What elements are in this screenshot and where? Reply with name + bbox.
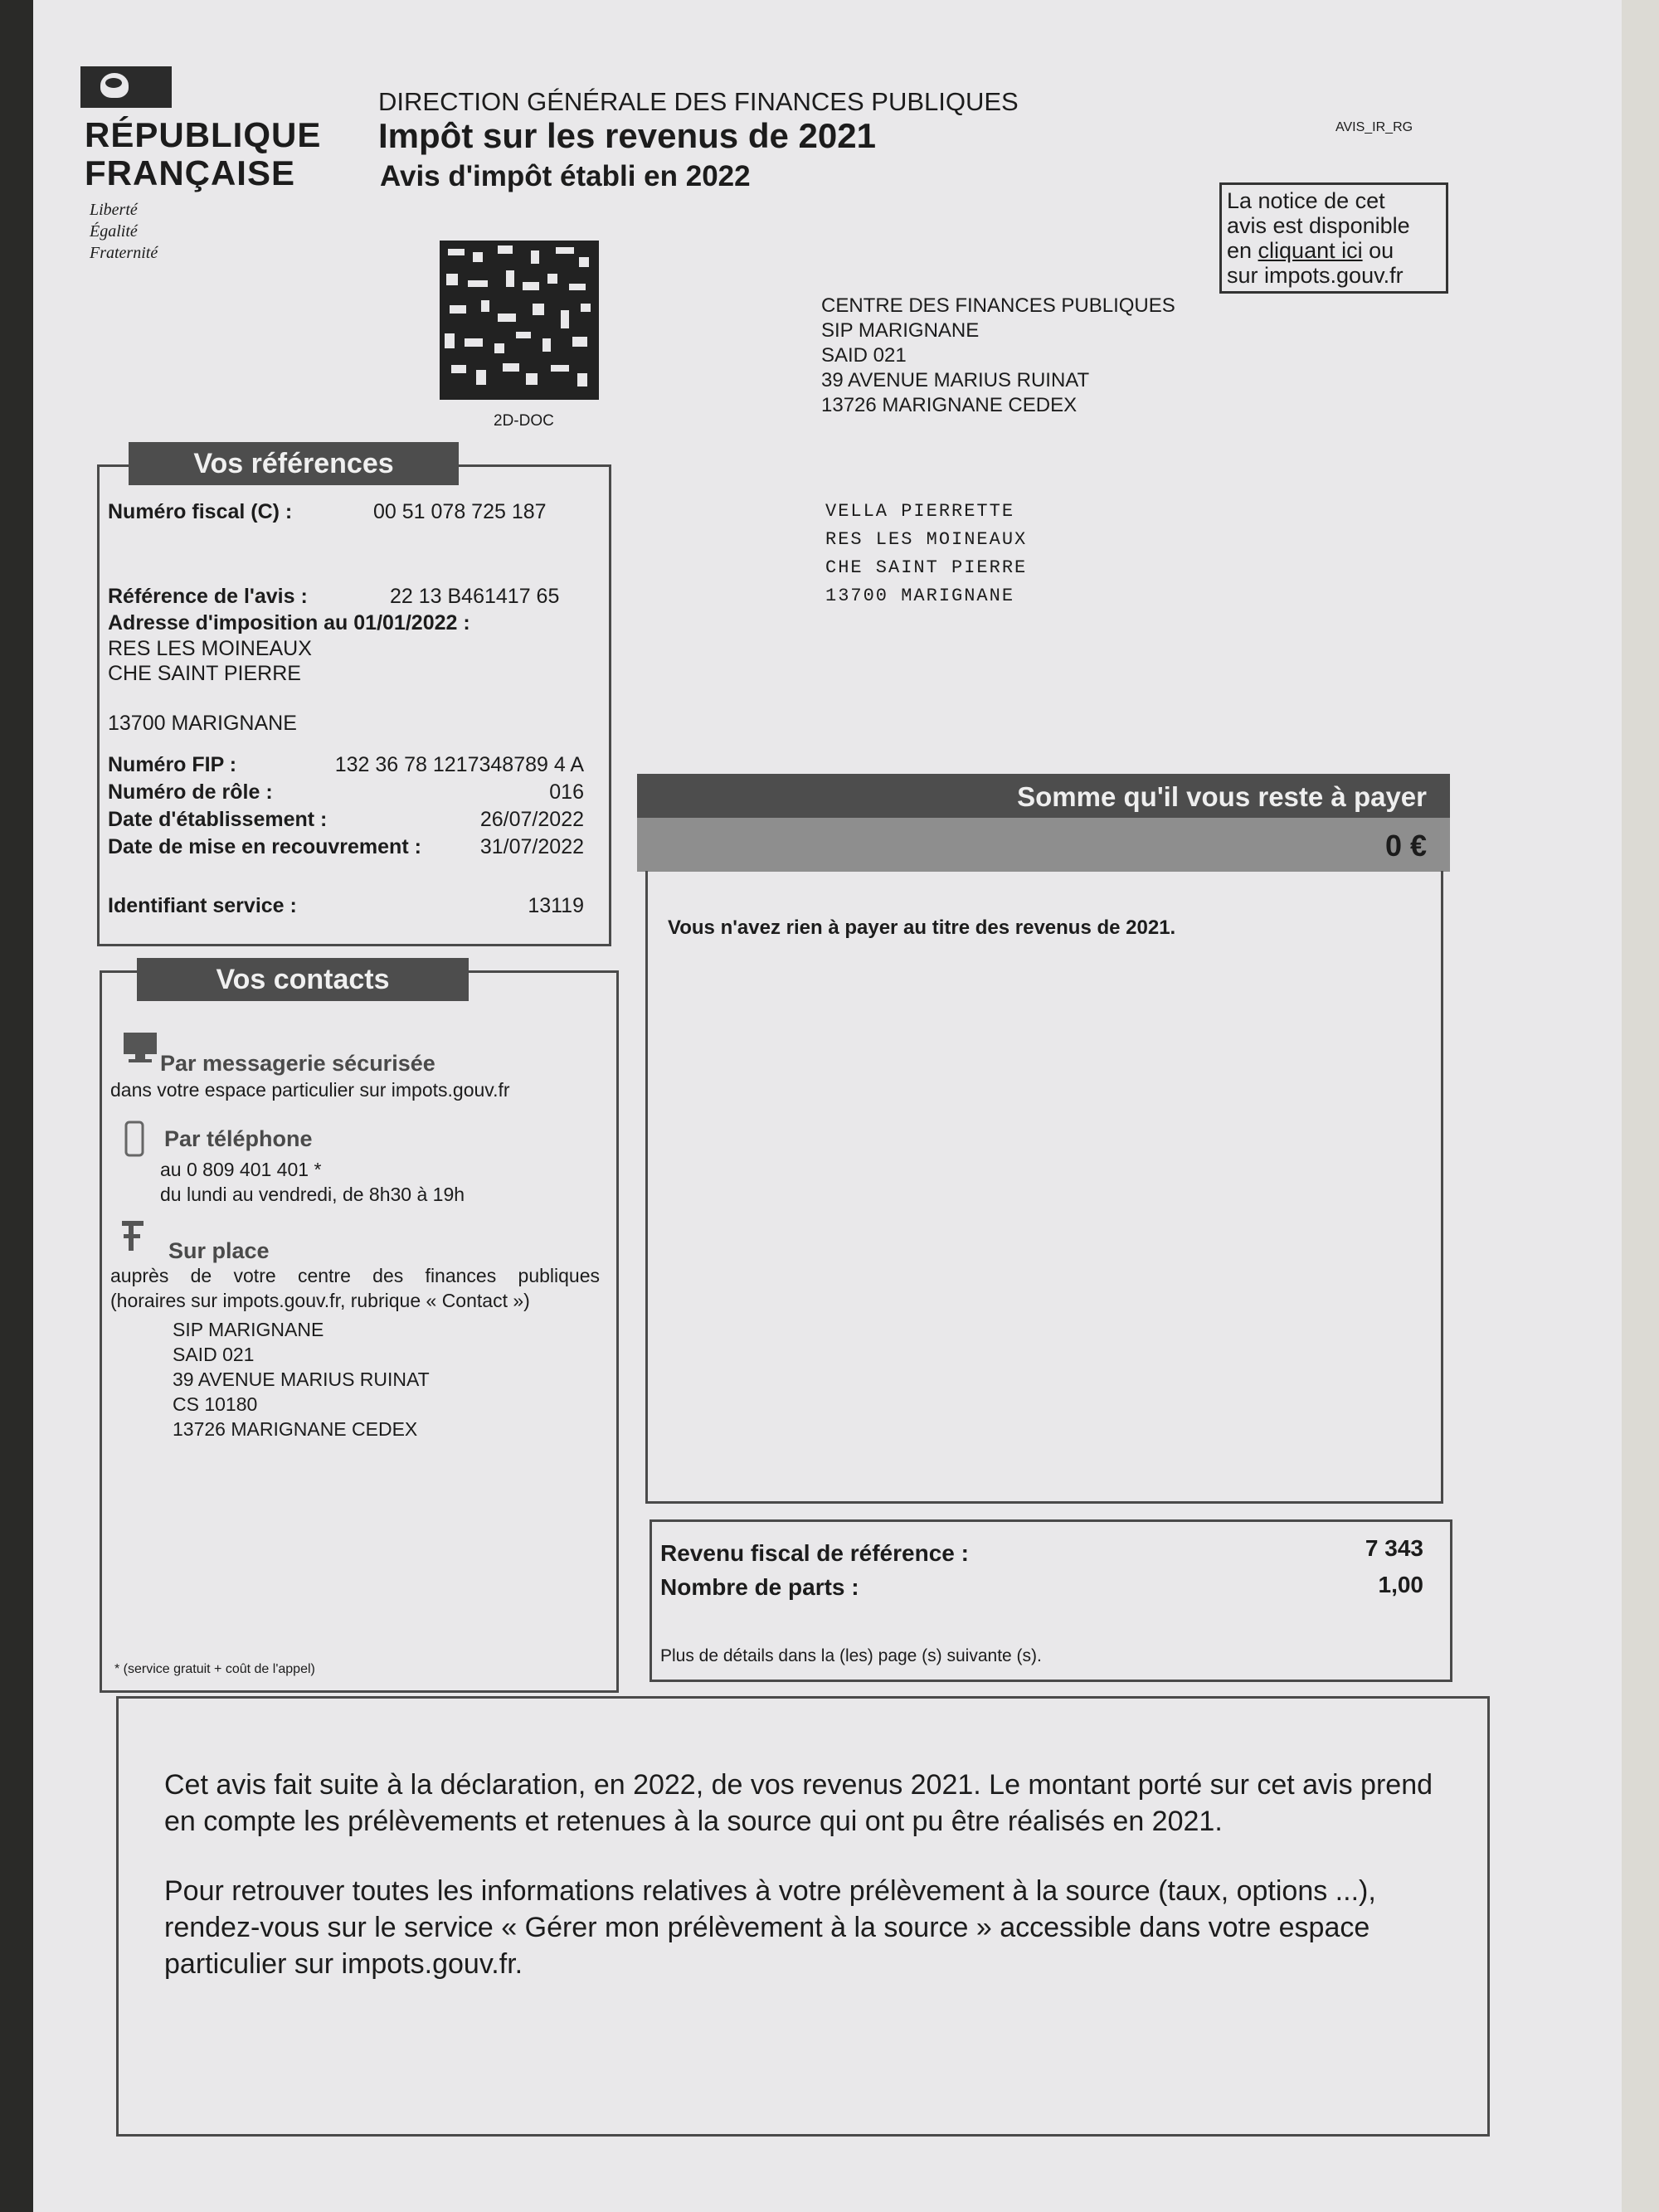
in-person-line: (horaires sur impots.gouv.fr, rubrique « Contact ») [110, 1290, 530, 1311]
secure-messaging-title: Par messagerie sécurisée [160, 1051, 435, 1076]
references-title: Vos références [129, 442, 459, 485]
details-note: Plus de détails dans la (les) page (s) suivante (s). [660, 1646, 1042, 1665]
address-line: 13726 MARIGNANE CEDEX [821, 394, 1078, 416]
page-subtitle: Avis d'impôt établi en 2022 [380, 160, 751, 192]
office-address-line: 39 AVENUE MARIUS RUINAT [173, 1369, 430, 1390]
notice-box [1219, 182, 1448, 294]
reference-income-label: Revenu fiscal de référence : [660, 1540, 969, 1566]
fip-number-label: Numéro FIP : [108, 753, 237, 776]
notice-suffix: ou [1362, 238, 1394, 263]
revenue-box [649, 1519, 1452, 1682]
role-number-label: Numéro de rôle : [108, 780, 273, 804]
2d-doc-barcode-icon [440, 241, 599, 400]
direction-heading: DIRECTION GÉNÉRALE DES FINANCES PUBLIQUES [378, 87, 1019, 116]
collection-date-label: Date de mise en recouvrement : [108, 835, 421, 858]
address-line: VELLA PIERRETTE [825, 501, 1015, 522]
office-address-line: CS 10180 [173, 1393, 258, 1415]
secure-messaging-text: dans votre espace particulier sur impots.gouv.fr [110, 1079, 510, 1101]
barcode-label: 2D-DOC [494, 412, 554, 430]
motto [90, 199, 158, 264]
address-line: SIP MARIGNANE [821, 319, 980, 342]
tax-shares-value: 1,00 [1378, 1572, 1423, 1597]
office-address-line: SAID 021 [173, 1344, 255, 1365]
footnote: * (service gratuit + coût de l'appel) [114, 1662, 315, 1676]
information-box [116, 1696, 1490, 2137]
info-paragraph: Pour retrouver toutes les informations relatives à votre prélèvement à la source (taux, options ...), rendez-vous sur le service « Gérer mon prélèvement à la source » accessible dans votre espace particulier sur impots.gouv.fr. [164, 1875, 1376, 1980]
amount-due-value: 0 € [1384, 829, 1427, 863]
references-box [97, 464, 611, 946]
location-icon [117, 1218, 150, 1256]
role-number-value: 016 [549, 780, 584, 804]
address-line: CHE SAINT PIERRE [825, 557, 1028, 578]
tax-shares-label: Nombre de parts : [660, 1574, 859, 1600]
notice-line: avis est disponible [1227, 213, 1410, 238]
notice-reference-label: Référence de l'avis : [108, 585, 308, 608]
fip-number-value: 132 36 78 1217348789 4 A [334, 753, 584, 776]
office-address-line: 13726 MARIGNANE CEDEX [173, 1418, 418, 1440]
phone-hours: du lundi au vendredi, de 8h30 à 19h [160, 1184, 465, 1205]
phone-icon [123, 1121, 148, 1160]
address-line: CENTRE DES FINANCES PUBLIQUES [821, 294, 1175, 317]
notice-line [1227, 238, 1441, 263]
tax-notice-page [33, 0, 1622, 2212]
notice-line: La notice de cet [1227, 188, 1385, 213]
document-code: AVIS_IR_RG [1335, 120, 1413, 134]
amount-due-header [637, 774, 1450, 818]
address-line: 39 AVENUE MARIUS RUINAT [821, 369, 1090, 391]
computer-icon [120, 1031, 160, 1064]
page-title: Impôt sur les revenus de 2021 [378, 116, 876, 155]
reference-income-value: 7 343 [1365, 1535, 1423, 1561]
motto-line: Égalité [90, 222, 138, 241]
fiscal-number-label: Numéro fiscal (C) : [108, 500, 293, 523]
phone-number: au 0 809 401 401 * [160, 1159, 322, 1180]
motto-line: Liberté [90, 201, 138, 219]
notice-reference-value: 22 13 B461417 65 [390, 585, 560, 608]
amount-due-bar [637, 818, 1450, 872]
fiscal-number-value: 00 51 078 725 187 [373, 500, 547, 523]
notice-prefix: en [1227, 238, 1258, 263]
tax-address-line: CHE SAINT PIERRE [108, 662, 301, 685]
tax-address-line: RES LES MOINEAUX [108, 637, 312, 660]
service-id-value: 13119 [528, 894, 584, 917]
nothing-to-pay-message: Vous n'avez rien à payer au titre des revenus de 2021. [668, 916, 1176, 939]
tax-address-label: Adresse d'imposition au 01/01/2022 : [108, 611, 470, 634]
logo-line: RÉPUBLIQUE [85, 115, 322, 154]
contacts-box [100, 970, 619, 1693]
notice-link[interactable]: cliquant ici [1258, 238, 1363, 263]
tax-center-address [821, 294, 1175, 418]
motto-line: Fraternité [90, 244, 158, 262]
address-line: 13700 MARIGNANE [825, 586, 1015, 606]
contacts-title: Vos contacts [137, 958, 469, 1001]
republique-francaise-logo [85, 116, 321, 192]
logo-line: FRANÇAISE [85, 153, 296, 192]
collection-date-value: 31/07/2022 [479, 835, 584, 858]
background-edge [1618, 0, 1659, 2212]
amount-due-box [645, 871, 1443, 1504]
address-line: RES LES MOINEAUX [825, 529, 1028, 550]
phone-title: Par téléphone [164, 1126, 313, 1151]
info-paragraph: Cet avis fait suite à la déclaration, en 2022, de vos revenus 2021. Le montant porté sur cet avis prend en compte les prélèvements et retenues à la source qui ont pu être réalisés en 2021. [164, 1769, 1433, 1837]
amount-due-title: Somme qu'il vous reste à payer [1017, 781, 1427, 812]
office-address-line: SIP MARIGNANE [173, 1319, 324, 1340]
in-person-line: auprès de votre centre des finances publiques [110, 1265, 600, 1286]
service-id-label: Identifiant service : [108, 894, 297, 917]
address-line: SAID 021 [821, 344, 907, 367]
tax-address-line: 13700 MARIGNANE [108, 712, 297, 735]
recipient-address [825, 498, 1027, 610]
marianne-logo-icon [80, 66, 172, 108]
notice-line: sur impots.gouv.fr [1227, 263, 1404, 288]
establishment-date-value: 26/07/2022 [479, 808, 584, 831]
in-person-title: Sur place [168, 1238, 270, 1263]
establishment-date-label: Date d'établissement : [108, 808, 328, 831]
